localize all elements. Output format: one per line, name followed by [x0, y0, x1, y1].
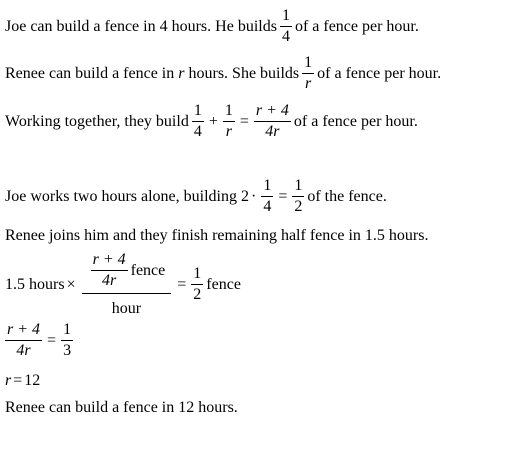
equals-sign: =	[13, 372, 23, 389]
combined-rate-text-a: Working together, they build	[5, 112, 189, 130]
line-r-value	[5, 372, 40, 390]
combined-fraction-2	[223, 103, 235, 141]
renee-rate-fraction	[302, 55, 314, 93]
joe-rate-text-a: Joe can build a fence in 4 hours. He builds	[5, 17, 277, 35]
combined-fraction-3-denominator: 4r	[265, 122, 280, 140]
equals-sign: =	[278, 187, 288, 205]
combined-fraction-1-numerator: 1	[192, 103, 204, 122]
ratio-fraction-1	[5, 322, 42, 360]
r-variable: r	[5, 372, 12, 389]
joe-alone-text-a: Joe works two hours alone, building 2	[5, 187, 249, 205]
combined-fraction-2-denominator: r	[225, 122, 232, 140]
ratio-fraction-1-denominator: 4r	[16, 341, 31, 359]
half-fraction-denominator: 2	[193, 285, 202, 303]
line-renee-joins	[5, 227, 428, 245]
renee-rate-denominator: r	[305, 74, 312, 92]
line-combined-rate	[5, 103, 418, 141]
line-conclusion	[5, 399, 238, 417]
conclusion-text: Renee can build a fence in 12 hours.	[5, 399, 238, 416]
combined-rate-text-b: of a fence per hour.	[293, 112, 418, 130]
combined-fraction-3-numerator: r + 4	[254, 103, 291, 122]
combined-fraction-3	[254, 103, 291, 141]
joe-alone-fraction-1	[261, 178, 273, 216]
joe-alone-fraction-2	[292, 178, 304, 216]
renee-rate-text-c: of a fence per hour.	[317, 64, 442, 82]
equals-sign: =	[239, 112, 249, 130]
ratio-fraction-2	[61, 322, 73, 360]
joe-alone-fraction-2-denominator: 2	[294, 197, 303, 215]
line-ratio-equation	[5, 322, 76, 360]
renee-rate-numerator: 1	[302, 55, 314, 74]
equals-sign: =	[177, 275, 187, 293]
joe-rate-numerator: 1	[280, 8, 292, 27]
half-fraction-numerator: 1	[191, 266, 203, 285]
ratio-fraction-2-numerator: 1	[61, 322, 73, 341]
plus-sign: +	[208, 112, 218, 130]
compound-fraction-top	[82, 252, 172, 294]
line-renee-rate	[5, 55, 441, 93]
joe-alone-fraction-2-numerator: 1	[292, 178, 304, 197]
multiply-dot: ·	[250, 187, 257, 205]
joe-rate-denominator: 4	[281, 27, 290, 45]
renee-joins-text: Renee joins him and they finish remaining half fence in 1.5 hours.	[5, 227, 429, 244]
renee-rate-text-a: Renee can build a fence in	[5, 64, 175, 82]
joe-alone-fraction-1-denominator: 4	[263, 197, 272, 215]
inner-fraction-denominator: 4r	[101, 271, 117, 289]
joe-alone-text-b: of the fence.	[307, 187, 387, 205]
r-value: 12	[24, 372, 41, 389]
equals-sign: =	[47, 331, 57, 349]
line-joe-rate	[5, 8, 419, 46]
fence-label: fence	[130, 261, 166, 279]
times-sign: ×	[66, 275, 76, 293]
joe-rate-fraction	[280, 8, 292, 46]
half-fraction	[191, 266, 203, 304]
joe-rate-text-b: of a fence per hour.	[294, 17, 419, 35]
combined-fraction-1-denominator: 4	[193, 122, 202, 140]
line-equation	[5, 252, 241, 318]
ratio-fraction-2-denominator: 3	[63, 341, 72, 359]
hour-label: hour	[111, 299, 142, 317]
inner-fraction-numerator: r + 4	[91, 252, 128, 271]
inner-fraction	[91, 252, 128, 290]
combined-fraction-2-numerator: 1	[223, 103, 235, 122]
renee-rate-variable: r	[178, 64, 185, 82]
equation-text-a: 1.5 hours	[5, 275, 65, 293]
joe-alone-fraction-1-numerator: 1	[261, 178, 273, 197]
line-joe-alone	[5, 178, 387, 216]
renee-rate-text-b: hours. She builds	[188, 64, 300, 82]
compound-fraction	[82, 252, 172, 318]
ratio-fraction-1-numerator: r + 4	[5, 322, 42, 341]
combined-fraction-1	[192, 103, 204, 141]
equation-text-b: fence	[206, 275, 241, 293]
